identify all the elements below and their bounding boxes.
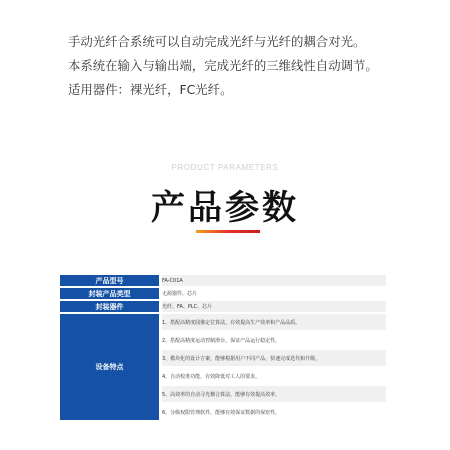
spec-row-package-type: [60, 288, 386, 299]
section-title: 产品参数: [151, 188, 299, 228]
feature-item: 2、搭配高精度运动控制滑台，保证产品运行稳定性。: [162, 332, 386, 348]
feature-item: 6、分级权限管理软件，能够有效保证数据的保密性。: [162, 404, 386, 420]
feature-item: 1、搭配高精度圆像定位算法，有效提高生产效率和产品品质。: [162, 314, 386, 330]
spec-value: 光纤、FA、PLC、芯片: [162, 301, 386, 312]
feature-item: 5、高效率的自动寻光耦合算法，能够有效提高效率。: [162, 386, 386, 402]
title-accent-bar: [196, 230, 260, 233]
feature-item: 3、模块化的设计方案，能够根据用户不同产品，快速完成迭代和升级。: [162, 350, 386, 366]
intro-line: 本系统在输入与输出端，完成光纤的三维线性自动调节。: [68, 58, 378, 73]
feature-item: 4、自动校准功能，有效降低对工人的要求。: [162, 368, 386, 384]
spec-value: FA-C01A: [162, 275, 386, 286]
spec-label: 设备特点: [60, 314, 162, 420]
spec-row-feature: [60, 314, 386, 330]
intro-line: 手动光纤合系统可以自动完成光纤与光纤的耦合对光。: [68, 34, 366, 49]
spec-table: [60, 273, 386, 422]
spec-row-model: [60, 275, 386, 286]
spec-label: 产品型号: [60, 275, 162, 286]
spec-value: 无源器件、芯片: [162, 288, 386, 299]
spec-row-package-device: [60, 301, 386, 312]
spec-label: 封装产品类型: [60, 288, 162, 299]
spec-label: 封装器件: [60, 301, 162, 312]
intro-text: [68, 30, 438, 102]
intro-line: 适用器件：裸光纤，FC光纤。: [68, 82, 233, 97]
section-eyebrow: PRODUCT PARAMETERS: [171, 163, 279, 172]
